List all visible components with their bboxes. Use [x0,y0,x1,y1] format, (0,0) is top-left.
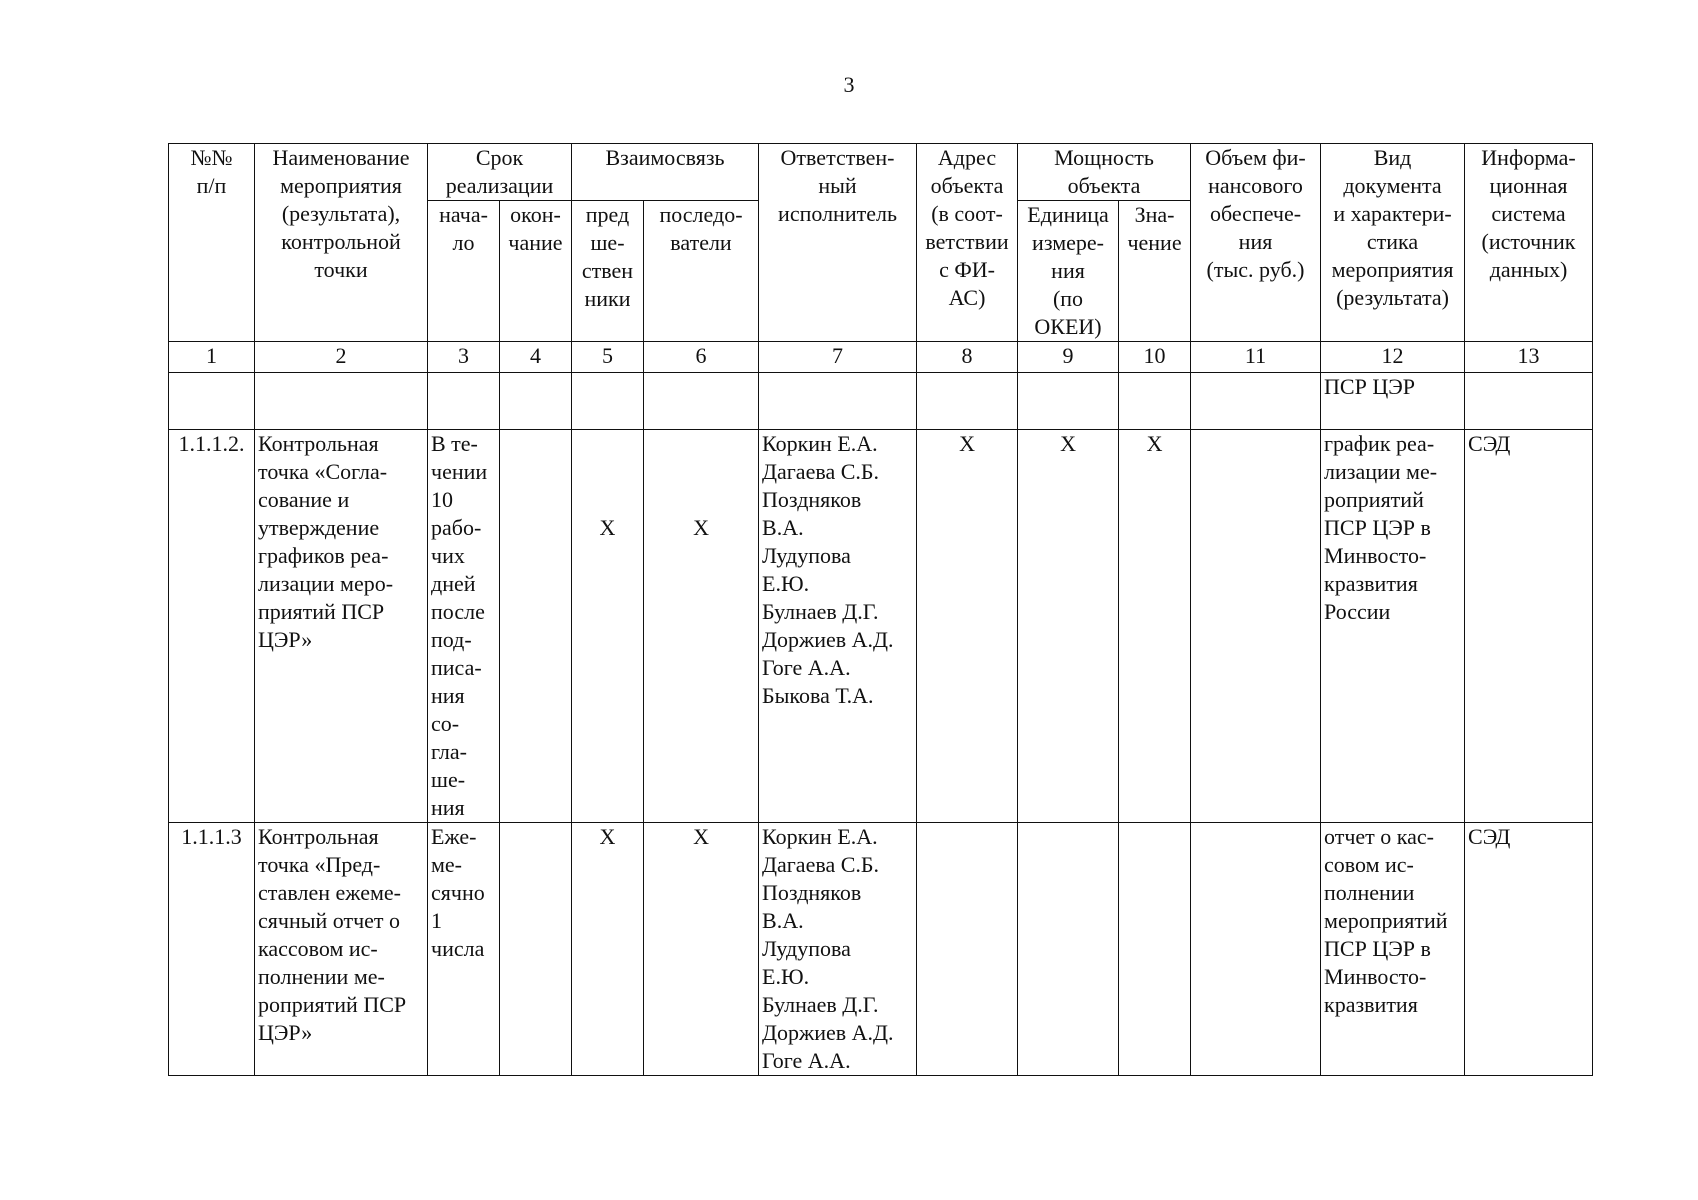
row-finance [1191,823,1321,1076]
row-successors [644,373,759,430]
row-responsible [759,373,917,430]
row-end [500,823,572,1076]
row-end [500,430,572,823]
header-finance: Объем фи- нансового обеспече- ния (тыс. руб.) [1191,144,1321,342]
row-address [917,373,1018,430]
row-end [500,373,572,430]
row-name [255,373,428,430]
row-predecessors: X [572,430,644,823]
column-number: 8 [917,342,1018,373]
row-name: Контрольная точка «Согла- сование и утверждение графиков реа- лизации меро- приятий ПСР ЦЭР» [255,430,428,823]
header-predecessors: пред ше- ствен ники [572,201,644,342]
row-responsible: Коркин Е.А. Дагаева С.Б. Поздняков В.А. Лудупова Е.Ю. Булнаев Д.Г. Доржиев А.Д. Гоге А.А. [759,823,917,1076]
row-value [1119,823,1191,1076]
header-end: окон- чание [500,201,572,342]
column-number: 11 [1191,342,1321,373]
header-capacity: Мощность объекта [1018,144,1191,201]
row-value [1119,373,1191,430]
row-predecessors: X [572,823,644,1076]
column-number: 4 [500,342,572,373]
row-num: 1.1.1.2. [169,430,255,823]
row-address: X [917,430,1018,823]
header-responsible: Ответствен- ный исполнитель [759,144,917,342]
row-info-system [1465,373,1593,430]
header-name: Наименование мероприятия (результата), контрольной точки [255,144,428,342]
row-start: В те- чении 10 рабо- чих дней после под- писа- ния со- гла- ше- ния [428,430,500,823]
row-name: Контрольная точка «Пред- ставлен ежеме- сячный отчет о кассовом ис- полнении ме- роприятий ПСР ЦЭР» [255,823,428,1076]
column-number: 2 [255,342,428,373]
action-plan-table [168,143,1593,1076]
row-document: отчет о кас- совом ис- полнении мероприятий ПСР ЦЭР в Минвосто- кразвития [1321,823,1465,1076]
column-number: 5 [572,342,644,373]
column-number: 12 [1321,342,1465,373]
header-link: Взаимосвязь [572,144,759,201]
table-row [169,373,1593,430]
column-number: 13 [1465,342,1593,373]
column-number: 9 [1018,342,1119,373]
column-number-row [169,342,1593,373]
column-number: 3 [428,342,500,373]
header-value: Зна- чение [1119,201,1191,342]
row-successors: X [644,430,759,823]
row-info-system: СЭД [1465,823,1593,1076]
row-predecessors [572,373,644,430]
column-number: 7 [759,342,917,373]
page-number: 3 [843,72,855,97]
column-number: 10 [1119,342,1191,373]
row-num [169,373,255,430]
row-info-system: СЭД [1465,430,1593,823]
row-document: ПСР ЦЭР [1321,373,1465,430]
table-row [169,823,1593,1076]
row-document: график реа- лизации ме- роприятий ПСР ЦЭР в Минвосто- кразвития России [1321,430,1465,823]
header-start: нача- ло [428,201,500,342]
row-value: X [1119,430,1191,823]
header-num: №№ п/п [169,144,255,342]
row-successors: X [644,823,759,1076]
column-number: 6 [644,342,759,373]
row-unit [1018,823,1119,1076]
header-successors: последо- ватели [644,201,759,342]
header-row-1 [169,144,1593,201]
row-start: Еже- ме- сячно 1 числа [428,823,500,1076]
row-unit: X [1018,430,1119,823]
table-row [169,430,1593,823]
header-address: Адрес объекта (в соот- ветствии с ФИ- АС) [917,144,1018,342]
row-responsible: Коркин Е.А. Дагаева С.Б. Поздняков В.А. Лудупова Е.Ю. Булнаев Д.Г. Доржиев А.Д. Гоге А.А. Быкова Т.А. [759,430,917,823]
row-start [428,373,500,430]
header-document: Вид документа и характери- стика мероприятия (результата) [1321,144,1465,342]
header-info-system: Информа- ционная система (источник данных) [1465,144,1593,342]
column-number: 1 [169,342,255,373]
row-unit [1018,373,1119,430]
row-finance [1191,373,1321,430]
header-period: Срок реализации [428,144,572,201]
header-unit: Единица измере- ния (по ОКЕИ) [1018,201,1119,342]
row-finance [1191,430,1321,823]
row-address [917,823,1018,1076]
row-num: 1.1.1.3 [169,823,255,1076]
